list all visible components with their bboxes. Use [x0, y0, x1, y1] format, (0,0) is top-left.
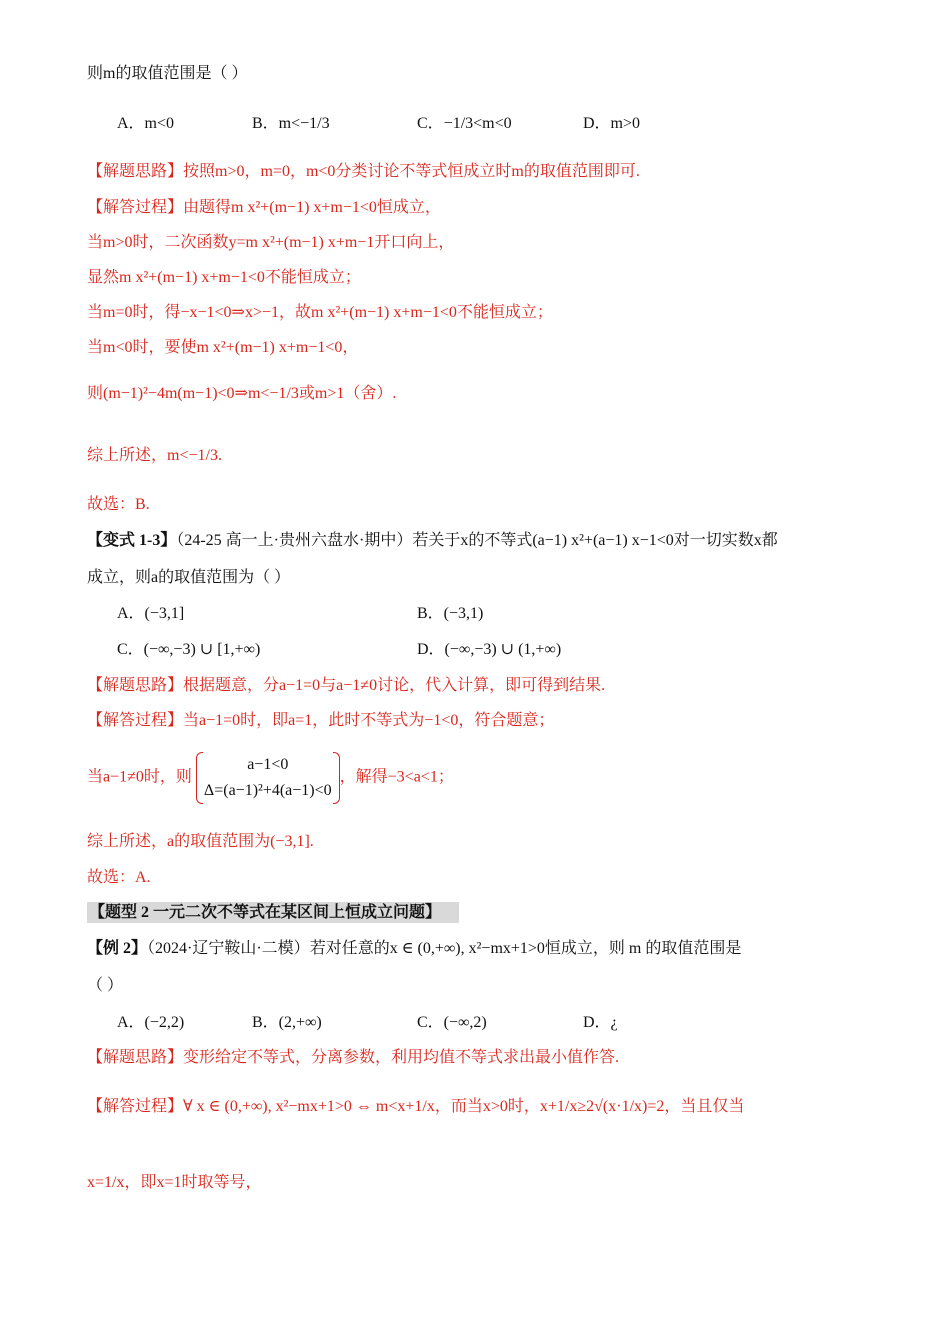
idea-text: 根据题意，分a−1=0与a−1≠0讨论，代入计算，即可得到结果.	[183, 677, 606, 694]
system-line-2: Δ=(a−1)²+4(a−1)<0	[203, 782, 332, 799]
q3-stem-line1	[87, 938, 741, 960]
q1-process-2: 当m>0时，二次函数y=m x²+(m−1) x+m−1开口向上，	[87, 234, 455, 251]
idea-label: 【解题思路】	[87, 677, 184, 694]
q2-process-2	[87, 752, 454, 804]
q1-process-1	[87, 197, 441, 219]
q2-label: 【变式 1-3】	[87, 532, 177, 549]
q3-option-b: B．(2,+∞)	[252, 1014, 322, 1031]
q1-answer: 故选：B.	[87, 496, 150, 513]
q1-option-b: B．m<−1/3	[252, 115, 330, 132]
q1-process-3: 显然m x²+(m−1) x+m−1<0不能恒成立；	[87, 269, 361, 286]
q2-option-c: C．(−∞,−3) ∪ [1,+∞)	[117, 641, 261, 658]
q2-option-d: D．(−∞,−3) ∪ (1,+∞)	[417, 641, 562, 658]
process-text: ，解得−3<a<1；	[339, 768, 454, 786]
q3-stem-text: 若对任意的x ∈ (0,+∞), x²−mx+1>0恒成立，则 m 的取值范围是	[309, 940, 742, 957]
q1-summary: 综上所述，m<−1/3.	[87, 447, 222, 464]
q2-answer: 故选：A.	[87, 869, 151, 886]
q1-process-4: 当m=0时，得−x−1<0⇒x>−1，故m x²+(m−1) x+m−1<0不能恒成立；	[87, 304, 553, 321]
idea-label: 【解题思路】	[87, 1049, 184, 1066]
q1-process-6: 则(m−1)²−4m(m−1)<0⇒m<−1/3或m>1（舍）.	[87, 385, 397, 402]
process-text: 当a−1≠0时，则	[87, 768, 192, 786]
q2-stem-line2: 成立，则a的取值范围为（ ）	[87, 569, 291, 586]
q2-option-b: B．(−3,1)	[417, 605, 484, 622]
q1-option-a: A．m<0	[117, 115, 175, 132]
q2-stem-line1	[87, 530, 778, 552]
q3-source: （2024·辽宁鞍山·二模）	[147, 940, 310, 957]
q3-option-d: D．¿	[583, 1014, 618, 1031]
q1-option-c: C．−1/3<m<0	[417, 115, 512, 132]
q1-process-5: 当m<0时，要使m x²+(m−1) x+m−1<0，	[87, 339, 359, 356]
process-text: 由题得m x²+(m−1) x+m−1<0恒成立，	[183, 199, 441, 216]
q2-option-a: A．(−3,1]	[117, 605, 185, 622]
q3-process-2: x=1/x，即x=1时取等号，	[87, 1174, 262, 1191]
process-label: 【解答过程】	[87, 199, 184, 216]
q1-stem: 则m的取值范围是（ ）	[87, 65, 248, 82]
q1-option-d: D．m>0	[583, 115, 641, 132]
q2-process-1	[87, 710, 554, 732]
process-text: ∀ x ∈ (0,+∞), x²−mx+1>0 ⇔ m<x+1/x，而当x>0时，x+1/x≥2√(x·1/x)=2，当且仅当	[183, 1098, 745, 1115]
system-line-1: a−1<0	[247, 756, 289, 773]
q1-idea	[87, 161, 640, 183]
q2-summary: 综上所述，a的取值范围为(−3,1].	[87, 833, 314, 850]
idea-label: 【解题思路】	[87, 163, 184, 180]
q2-source: （24-25 高一上·贵州六盘水·期中）	[176, 532, 413, 549]
q3-option-a: A．(−2,2)	[117, 1014, 185, 1031]
q3-idea	[87, 1047, 619, 1069]
idea-text: 变形给定不等式，分离参数，利用均值不等式求出最小值作答.	[183, 1049, 620, 1066]
section-heading: 【题型 2 一元二次不等式在某区间上恒成立问题】	[87, 902, 459, 923]
q3-option-c: C．(−∞,2)	[417, 1014, 487, 1031]
process-label: 【解答过程】	[87, 712, 184, 729]
idea-text: 按照m>0，m=0，m<0分类讨论不等式恒成立时m的取值范围即可.	[183, 163, 640, 180]
q3-stem-line2: （ ）	[87, 977, 124, 994]
q3-label: 【例 2】	[87, 940, 148, 957]
equation-system	[196, 752, 340, 804]
process-text: 当a−1=0时，即a=1，此时不等式为−1<0，符合题意；	[183, 712, 555, 729]
q2-idea	[87, 675, 605, 697]
process-label: 【解答过程】	[87, 1098, 184, 1115]
q3-process-1	[87, 1096, 744, 1118]
q2-stem-text: 若关于x的不等式(a−1) x²+(a−1) x−1<0对一切实数x都	[412, 532, 778, 549]
